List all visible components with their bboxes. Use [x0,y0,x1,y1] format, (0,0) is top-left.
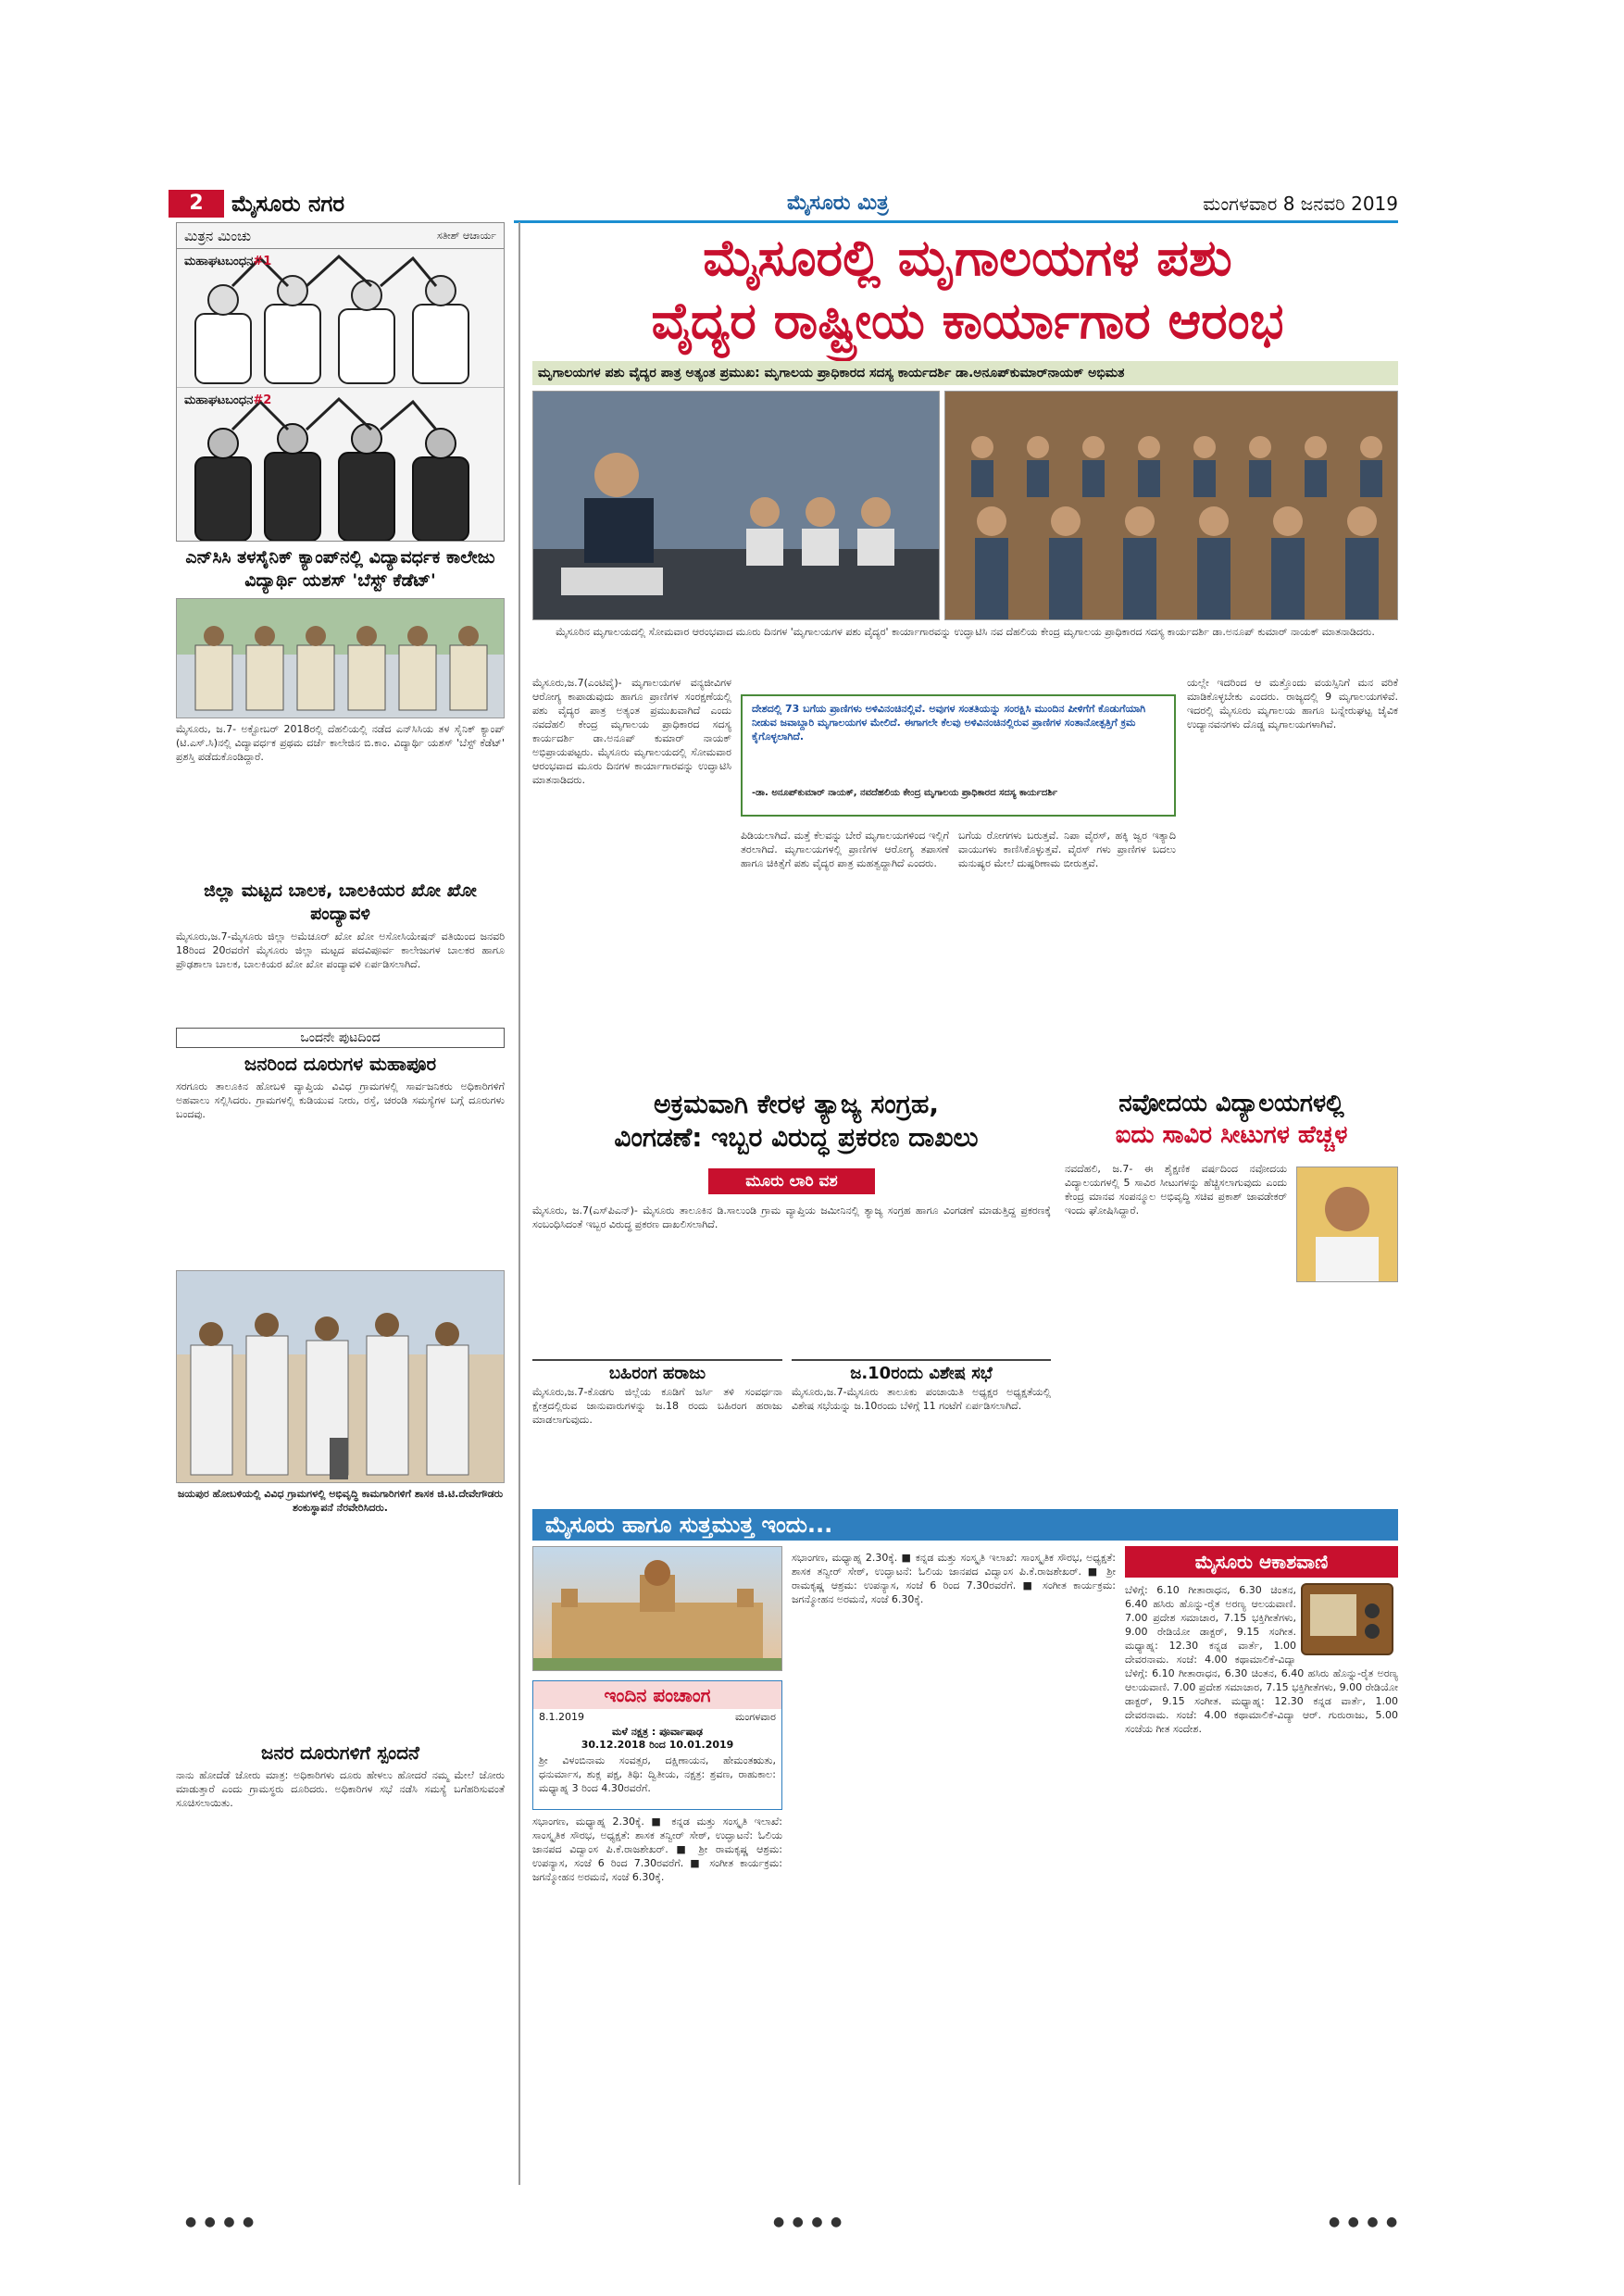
kerala-tag: ಮೂರು ಲಾರಿ ವಶ [708,1168,875,1194]
pull-quote-author: -ಡಾ. ಅನೂಪ್‌ಕುಮಾರ್ ನಾಯಕ್, ನವದೆಹಲಿಯ ಕೇಂದ್ರ ಮೃಗಾಲಯ ಪ್ರಾಧಿಕಾರದ ಸದಸ್ಯ ಕಾರ್ಯದರ್ಶಿ [752,788,1057,798]
ncc-story [176,546,505,861]
issue-date: ಮಂಗಳವಾರ 8 ಜನವರಿ 2019 [1203,193,1398,215]
continued-headline: ಜನರಿಂದ ದೂರುಗಳ ಮಹಾಪೂರ [244,1053,437,1075]
akashavani-body: ಬೆಳಿಗ್ಗೆ: 6.10 ಗೀತಾರಾಧನ, 6.30 ಚಿಂತನ, 6.40 ಹಸಿರು ಹೊನ್ನು-ರೈತ ಅರಣ್ಯ ಆಲಯವಾಣಿ. 7.00 ಪ್ರದೇಶ ಸಮಾಚಾರ, 7.15 ಭಕ್ತಿಗೀತೆಗಳು, 9.00 ರೇಡಿಯೋ ಡಾಕ್ಟರ್, 9.15 ಸಂಗೀತ. ಮಧ್ಯಾಹ್ನ: 12.30 ಕನ್ನಡ ವಾರ್ತೆ, 1.00 ದೇವರನಾಮ. ಸಂಜೆ: 4.00 ಕಥಾಮಾಲಿಕೆ-ವಿದ್ಯಾ ಆರ್. ಗುರುರಾಜು, 5.00 ಸಂಜೆಯ ಗೀತ ಸಂದೇಶ. [1125,1667,1398,1735]
panchanga-body: ಶ್ರೀ ವಿಳಂಬಿನಾಮ ಸಂವತ್ಸರ, ದಕ್ಷಿಣಾಯನ, ಹೇಮಂತಋತು, ಧನುರ್ಮಾಸ, ಶುಕ್ಲ ಪಕ್ಷ, ತಿಥಿ: ದ್ವಿತೀಯ, ನಕ್ಷತ್ರ: ಶ್ರವಣ, ರಾಹುಕಾಲ: ಮಧ್ಯಾಹ್ನ 3 ರಿಂದ 4.30ರವರೆಗೆ. [539,1754,776,1794]
kho-headline: ಜಿಲ್ಲಾ ಮಟ್ಟದ ಬಾಲಕ, ಬಾಲಕಿಯರ ಖೋ ಖೋ ಪಂದ್ಯಾವಳಿ [204,880,477,924]
panchanga-box [532,1680,782,1810]
kerala-headline-line1: ಅಕ್ರಮವಾಗಿ ಕೇರಳ ತ್ಯಾಜ್ಯ ಸಂಗ್ರಹ, [654,1089,939,1119]
cartoon-panel-1-label [184,255,271,268]
main-headline-line2: ವೈದ್ಯರ ರಾಷ್ಟ್ರೀಯ ಕಾರ್ಯಾಗಾರ ಆರಂಭ [651,292,1284,350]
page-header [157,190,1398,219]
auction-headline: ಬಹಿರಂಗ ಹರಾಜು [532,1359,782,1385]
navodaya-body: ನವದೆಹಲಿ, ಜ.7- ಈ ಶೈಕ್ಷಣಿಕ ವರ್ಷದಿಂದ ನವೋದಯ ವಿದ್ಯಾಲಯಗಳಲ್ಲಿ 5 ಸಾವಿರ ಸೀಟುಗಳನ್ನು ಹೆಚ್ಚಿಸಲಾಗುವುದು ಎಂದು ಕೇಂದ್ರ ಮಾನವ ಸಂಪನ್ಮೂಲ ಅಭಿವೃದ್ಧಿ ಸಚಿವ ಪ್ರಕಾಶ್ ಜಾವಡೇಕರ್ ಇಂದು ಘೋಷಿಸಿದ್ದಾರೆ. [1065,1163,1287,1217]
akashavani-title: ಮೈಸೂರು ಆಕಾಶವಾಣಿ [1125,1546,1398,1578]
auction-body: ಮೈಸೂರು,ಜ.7-ಕೊಡಗು ಜಿಲ್ಲೆಯ ಕೂಡಿಗೆ ಜರ್ಸಿ ತಳಿ ಸಂವರ್ಧನಾ ಕ್ಷೇತ್ರದಲ್ಲಿರುವ ಜಾನುವಾರುಗಳನ್ನು ಜ.18 ರಂದು ಬಹಿರಂಗ ಹರಾಜು ಮಾಡಲಾಗುವುದು. [532,1386,782,1426]
main-col-4: ಯಲ್ಲೇ ಇದರಿಂದ ಆ ಮತ್ತೊಂದು ವಯಸ್ಸಿನಿಗೆ ಮನ ವರಿಕೆ ಮಾಡಿಕೊಳ್ಳಬೇಕು ಎಂದರು. ರಾಜ್ಯದಲ್ಲಿ 9 ಮೃಗಾಲಯಗಳಿವೆ. ಇದರಲ್ಲಿ ಮೈಸೂರು ಮೃಗಾಲಯ ಹಾಗೂ ಬನ್ನೇರುಘಟ್ಟ ಜೈವಿಕ ಉದ್ಯಾನವನಗಳು ದೊಡ್ಡ ಮೃಗಾಲಯಗಳಾಗಿವೆ. [1187,677,1398,730]
kho-story [176,880,505,1004]
panchanga-title: ಇಂದಿನ ಪಂಚಾಂಗ [533,1681,781,1709]
continued-photo [176,1270,505,1483]
cartoon-panel-1 [177,249,504,388]
minister-photo [1296,1167,1398,1282]
panchanga-range: 30.12.2018 ರಿಂದ 10.01.2019 [581,1739,734,1751]
registration-marks-left: ● ● ● ● [185,2215,256,2229]
panchanga-day: ಮಂಗಳವಾರ [734,1711,776,1723]
page-number-badge [169,190,224,218]
ncc-photo [176,598,505,718]
main-headline [537,227,1398,353]
ncc-headline: ಎನ್‌ಸಿಸಿ ತಳಸೈನಿಕ್ ಕ್ಯಾಂಪ್‌ನಲ್ಲಿ ವಿದ್ಯಾವರ್ಧಕ ಕಾಲೇಜು ವಿದ್ಯಾರ್ಥಿ ಯಶಸ್ 'ಬೆಸ್ಟ್ ಕೆಡೆಟ್' [185,547,495,591]
page-number: 2 [189,192,204,215]
speaker-scene [533,392,939,619]
pull-quote [741,694,1176,817]
today-events-col2: ಸಭಾಂಗಣ, ಮಧ್ಯಾಹ್ನ 2.30ಕ್ಕೆ. ■ ಕನ್ನಡ ಮತ್ತು ಸಂಸ್ಕೃತಿ ಇಲಾಖೆ: ಸಾಂಸ್ಕೃತಿಕ ಸೌರಭ, ಅಧ್ಯಕ್ಷತೆ: ಶಾಸಕ ತನ್ವೀರ್ ಸೇಠ್, ಉದ್ಘಾಟನೆ: ಓಲಿಯ ಜಾನಪದ ವಿದ್ವಾಂಸ ಪಿ.ಕೆ.ರಾಜಶೇಖರ್. ■ ಶ್ರೀ ರಾಮಕೃಷ್ಣ ಆಶ್ರಮ: ಉಪನ್ಯಾಸ, ಸಂಜೆ 6 ರಿಂದ 7.30ರವರೆಗೆ. ■ ಸಂಗೀತ ಕಾರ್ಯಕ್ರಮ: ಜಗನ್ಮೋಹನ ಅರಮನೆ, ಸಂಜೆ 6.30ಕ್ಕೆ. [792,1552,1116,1605]
panchanga-date: 8.1.2019 [539,1711,584,1723]
palace-photo [532,1546,782,1671]
continued-box-label: ಒಂದನೇ ಪುಟದಿಂದ [176,1028,505,1048]
registration-marks-right: ● ● ● ● [1329,2215,1400,2229]
today-events-col1: ಸಭಾಂಗಣ, ಮಧ್ಯಾಹ್ನ 2.30ಕ್ಕೆ. ■ ಕನ್ನಡ ಮತ್ತು ಸಂಸ್ಕೃತಿ ಇಲಾಖೆ: ಸಾಂಸ್ಕೃತಿಕ ಸೌರಭ, ಅಧ್ಯಕ್ಷತೆ: ಶಾಸಕ ತನ್ವೀರ್ ಸೇಠ್, ಉದ್ಘಾಟನೆ: ಓಲಿಯ ಜಾನಪದ ವಿದ್ವಾಂಸ ಪಿ.ಕೆ.ರಾಜಶೇಖರ್. ■ ಶ್ರೀ ರಾಮಕೃಷ್ಣ ಆಶ್ರಮ: ಉಪನ್ಯಾಸ, ಸಂಜೆ 6 ರಿಂದ 7.30ರವರೆಗೆ. ■ ಸಂಗೀತ ಕಾರ್ಯಕ್ರಮ: ಜಗನ್ಮೋಹನ ಅರಮನೆ, ಸಂಜೆ 6.30ಕ್ಕೆ. [532,1816,782,1883]
main-photo-audience [944,391,1398,620]
main-headline-line1: ಮೈಸೂರಲ್ಲಿ ಮೃಗಾಲಯಗಳ ಪಶು [703,229,1232,287]
panchanga-date-row [533,1709,781,1726]
kerala-headline [537,1088,1056,1154]
cartoon-drawing-1 [177,249,504,388]
main-photo-speaker [532,391,940,620]
continued-photo-caption: ಜಯಪುರ ಹೋಬಳಿಯಲ್ಲಿ ವಿವಿಧ ಗ್ರಾಮಗಳಲ್ಲಿ ಅಭಿವೃದ್ಧಿ ಕಾಮಗಾರಿಗಳಿಗೆ ಶಾಸಕ ಜಿ.ಟಿ.ದೇವೇಗೌಡರು ಶಂಕುಸ್ಥಾಪನೆ ನೆರವೇರಿಸಿದರು. [177,1488,504,1514]
main-col-3: ಬಗೆಯ ರೋಗಗಳು ಬರುತ್ತವೆ. ನಿಪಾ ವೈರಸ್, ಹಕ್ಕಿ ಜ್ವರ ಇತ್ಯಾದಿ ವಾಯುಗಳು ಕಾಣಿಸಿಕೊಳ್ಳುತ್ತವೆ. ವೈರಸ್ ಗಳು ಪ್ರಾಣಿಗಳ ಬದಲು ಮನುಷ್ಯರ ಮೇಲೆ ದುಷ್ಪರಿಣಾಮ ಬೀರುತ್ತವೆ. [958,830,1176,869]
column-divider [518,222,520,2185]
meeting-body: ಮೈಸೂರು,ಜ.7-ಮೈಸೂರು ತಾಲೂಕು ಪಂಚಾಯಿತಿ ಅಧ್ಯಕ್ಷರ ಅಧ್ಯಕ್ಷತೆಯಲ್ಲಿ ವಿಶೇಷ ಸಭೆಯನ್ನು ಜ.10ರಂದು ಬೆಳಿಗ್ಗೆ 11 ಗಂಟೆಗೆ ಏರ್ಪಡಿಸಲಾಗಿದೆ. [792,1386,1051,1412]
main-photo-caption: ಮೈಸೂರಿನ ಮೃಗಾಲಯದಲ್ಲಿ ಸೋಮವಾರ ಆರಂಭವಾದ ಮೂರು ದಿನಗಳ 'ಮೃಗಾಲಯಗಳ ಪಶು ವೈದ್ಯರ' ಕಾರ್ಯಾಗಾರವನ್ನು ಉದ್ಘಾಟಿಸಿ ನವ ದೆಹಲಿಯ ಕೇಂದ್ರ ಮೃಗಾಲಯ ಪ್ರಾಧಿಕಾರದ ಸದಸ್ಯ ಕಾರ್ಯದರ್ಶಿ ಡಾ.ಅನೂಪ್ ಕುಮಾರ್ ನಾಯಕ್ ಮಾತನಾಡಿದರು. [556,626,1375,638]
cartoon-byline: ಸತೀಶ್ ಆಚಾರ್ಯ [436,230,496,242]
cartoon-panel-1-num: #1 [253,255,272,268]
minister-portrait [1297,1167,1397,1281]
akashavani-body-top: ಬೆಳಿಗ್ಗೆ: 6.10 ಗೀತಾರಾಧನ, 6.30 ಚಿಂತನ, 6.40 ಹಸಿರು ಹೊನ್ನು-ರೈತ ಅರಣ್ಯ ಆಲಯವಾಣಿ. 7.00 ಪ್ರದೇಶ ಸಮಾಚಾರ, 7.15 ಭಕ್ತಿಗೀತೆಗಳು, 9.00 ರೇಡಿಯೋ ಡಾಕ್ಟರ್, 9.15 ಸಂಗೀತ. ಮಧ್ಯಾಹ್ನ: 12.30 ಕನ್ನಡ ವಾರ್ತೆ, 1.00 ದೇವರನಾಮ. ಸಂಜೆ: 4.00 ಕಥಾಮಾಲಿಕೆ-ವಿದ್ಯಾ [1125,1584,1296,1666]
cartoon-title: ಮಿತ್ರನ ಮಿಂಚು [184,228,252,244]
masthead: ಮೈಸೂರು ಮಿತ್ರ [787,192,889,215]
main-subhead: ಮೃಗಾಲಯಗಳ ಪಶು ವೈದ್ಯರ ಪಾತ್ರ ಅತ್ಯಂತ ಪ್ರಮುಖ: ಮೃಗಾಲಯ ಪ್ರಾಧಿಕಾರದ ಸದಸ್ಯ ಕಾರ್ಯದರ್ಶಿ ಡಾ.ಅನೂಪ್‌ಕುಮಾರ್‌ನಾಯಕ್ ಅಭಿಮತ [532,361,1398,385]
kho-body: ಮೈಸೂರು,ಜ.7-ಮೈಸೂರು ಜಿಲ್ಲಾ ಅಮೆಚೂರ್ ಖೋ ಖೋ ಅಸೋಸಿಯೇಷನ್ ವತಿಯಿಂದ ಜನವರಿ 18ರಿಂದ 20ರವರೆಗೆ ಮೈಸೂರು ಜಿಲ್ಲಾ ಮಟ್ಟದ ಪದವಿಪೂರ್ವ ಕಾಲೇಜುಗಳ ಬಾಲಕರ ಹಾಗೂ ಪ್ರೌಢಶಾಲಾ ಬಾಲಕ, ಬಾಲಕಿಯರ ಖೋ ಖೋ ಪಂದ್ಯಾವಳಿ ಏರ್ಪಡಿಸಲಾಗಿದೆ. [176,930,505,970]
response-story [176,1741,505,2166]
continued-story [176,1028,505,1515]
response-headline: ಜನರ ದೂರುಗಳಿಗೆ ಸ್ಪಂದನೆ [261,1741,419,1764]
ncc-body: ಮೈಸೂರು, ಜ.7- ಅಕ್ಟೋಬರ್ 2018ರಲ್ಲಿ ದೆಹಲಿಯಲ್ಲಿ ನಡೆದ ಎನ್‌ಸಿಸಿಯ ತಳ ಸೈನಿಕ್ ಕ್ಯಾಂಪ್ (ಟಿ.ಎಸ್.ಸಿ)ನಲ್ಲಿ ವಿದ್ಯಾವರ್ಧಕ ಪ್ರಥಮ ದರ್ಜೆ ಕಾಲೇಜಿನ ಬಿ.ಕಾಂ. ವಿದ್ಯಾರ್ಥಿ ಯಶಸ್ 'ಬೆಸ್ಟ್ ಕೆಡೆಟ್' ಪ್ರಶಸ್ತಿ ಪಡೆದುಕೊಂಡಿದ್ದಾರೆ. [176,723,505,763]
continued-body: ಸರಗೂರು ತಾಲೂಕಿನ ಹೋಬಳಿ ವ್ಯಾಪ್ತಿಯ ವಿವಿಧ ಗ್ರಾಮಗಳಲ್ಲಿ ಸಾರ್ವಜನಿಕರು ಅಧಿಕಾರಿಗಳಿಗೆ ಅಹವಾಲು ಸಲ್ಲಿಸಿದರು. ಗ್ರಾಮಗಳಲ್ಲಿ ಕುಡಿಯುವ ನೀರು, ರಸ್ತೆ, ಚರಂಡಿ ಸಮಸ್ಯೆಗಳ ಬಗ್ಗೆ ದೂರುಗಳು ಬಂದವು. [176,1080,505,1120]
cartoon-header [177,223,504,249]
cartoon-panel-1-text: ಮಹಾಘಟಬಂಧನ [184,255,254,268]
cartoon-panel-2-label [184,393,271,407]
cartoon-drawing-2 [177,388,504,541]
main-col-1: ಮೈಸೂರು,ಜ.7(ಎಂಟಿವೈ)- ಮೃಗಾಲಯಗಳ ವನ್ಯಜೀವಿಗಳ ಆರೋಗ್ಯ ಕಾಪಾಡುವುದು ಹಾಗೂ ಪ್ರಾಣಿಗಳ ಸಂರಕ್ಷಣೆಯಲ್ಲಿ ಪಶು ವೈದ್ಯರ ಪಾತ್ರ ಅತ್ಯಂತ ಪ್ರಮುಖವಾಗಿದೆ ಎಂದು ನವದೆಹಲಿ ಕೇಂದ್ರ ಮೃಗಾಲಯ ಪ್ರಾಧಿಕಾರದ ಸದಸ್ಯ ಕಾರ್ಯದರ್ಶಿ ಡಾ.ಅನೂಪ್ ಕುಮಾರ್ ನಾಯಕ್ ಅಭಿಪ್ರಾಯಪಟ್ಟರು. ಮೈಸೂರು ಮೃಗಾಲಯದಲ್ಲಿ ಸೋಮವಾರ ಆರಂಭವಾದ ಮೂರು ದಿನಗಳ ಕಾರ್ಯಾಗಾರವನ್ನು ಉದ್ಘಾಟಿಸಿ ಮಾತನಾಡಿದರು. [532,677,731,786]
cartoon-panel-2-text: ಮಹಾಘಟಬಂಧನ [184,393,254,407]
navodaya-headline [1065,1088,1398,1151]
response-body: ನಾನು ಹೋದೆಡೆ ಜೋರು ಮಾತ್ರ: ಅಧಿಕಾರಿಗಳು ದೂರು ಹೇಳಲು ಹೋದರೆ ನಮ್ಮ ಮೇಲೆ ಜೋರು ಮಾಡುತ್ತಾರೆ ಎಂದು ಗ್ರಾಮಸ್ಥರು ದೂರಿದರು. ಅಧಿಕಾರಿಗಳ ಸಭೆ ನಡೆಸಿ ಸಮಸ್ಯೆ ಬಗೆಹರಿಸುವಂತೆ ಸೂಚಿಸಲಾಯಿತು. [176,1769,505,1809]
navodaya-headline-line1: ನವೋದಯ ವಿದ್ಯಾಲಯಗಳಲ್ಲಿ [1118,1090,1344,1117]
audience-scene [945,392,1397,619]
ceremony-figures [177,1271,504,1482]
cartoon-box [176,222,505,542]
meeting-headline: ಜ.10ರಂದು ವಿಶೇಷ ಸಭೆ [792,1359,1051,1385]
radio-drawing [1303,1585,1392,1653]
cartoon-panel-2-num: #2 [253,393,272,407]
header-rule [514,220,1398,223]
radio-icon [1301,1583,1393,1655]
kerala-body: ಮೈಸೂರು, ಜ.7(ಎಸ್‌ಪಿಎನ್)- ಮೈಸೂರು ತಾಲೂಕಿನ ಡಿ.ಸಾಲುಂಡಿ ಗ್ರಾಮ ವ್ಯಾಪ್ತಿಯ ಜಮೀನಿನಲ್ಲಿ ತ್ಯಾಜ್ಯ ಸಂಗ್ರಹ ಹಾಗೂ ವಿಂಗಡಣೆ ಮಾಡುತ್ತಿದ್ದ ಪ್ರಕರಣಕ್ಕೆ ಸಂಬಂಧಿಸಿದಂತೆ ಇಬ್ಬರ ವಿರುದ್ಧ ಪ್ರಕರಣ ದಾಖಲಿಸಲಾಗಿದೆ. [532,1204,1051,1230]
pull-quote-text: ದೇಶದಲ್ಲಿ 73 ಬಗೆಯ ಪ್ರಾಣಿಗಳು ಅಳಿವಿನಂಚಿನಲ್ಲಿವೆ. ಅವುಗಳ ಸಂತತಿಯನ್ನು ಸಂರಕ್ಷಿಸಿ ಮುಂದಿನ ಪೀಳಿಗೆಗೆ ಕೊಡುಗೆಯಾಗಿ ನೀಡುವ ಜವಾಬ್ದಾರಿ ಮೃಗಾಲಯಗಳ ಮೇಲಿದೆ. ಈಗಾಗಲೇ ಕೆಲವು ಅಳಿವಿನಂಚಿನಲ್ಲಿರುವ ಪ್ರಾಣಿಗಳ ಸಂತಾನೋತ್ಪತ್ತಿಗೆ ಕ್ರಮ ಕೈಗೊಳ್ಳಲಾಗಿದೆ. [752,703,1146,742]
kerala-headline-line2: ವಿಂಗಡಣೆ: ಇಬ್ಬರ ವಿರುದ್ಧ ಪ್ರಕರಣ ದಾಖಲು [614,1122,979,1153]
ncc-group-figures [177,599,504,718]
navodaya-headline-line2: ಐದು ಸಾವಿರ ಸೀಟುಗಳ ಹೆಚ್ಚಳ [1115,1121,1348,1149]
cartoon-panel-2 [177,388,504,541]
section-title: ಮೈಸೂರು ನಗರ [231,191,345,217]
registration-marks-center: ● ● ● ● [773,2215,844,2229]
palace-illustration [533,1547,781,1670]
main-col-2: ಪಿಡಿಯಲಾಗಿದೆ. ಮತ್ತೆ ಕೆಲವನ್ನು ಬೇರೆ ಮೃಗಾಲಯಗಳಿಂದ ಇಲ್ಲಿಗೆ ತರಲಾಗಿದೆ. ಮೃಗಾಲಯಗಳಲ್ಲಿ ಪ್ರಾಣಿಗಳ ಆರೋಗ್ಯ ತಪಾಸಣೆ ಹಾಗೂ ಚಿಕಿತ್ಸೆಗೆ ಪಶು ವೈದ್ಯರ ಪಾತ್ರ ಮಹತ್ವದ್ದಾಗಿದೆ ಎಂದರು. [741,830,949,869]
today-banner: ಮೈಸೂರು ಹಾಗೂ ಸುತ್ತಮುತ್ತ ಇಂದು... [532,1509,1398,1541]
panchanga-nakshatra: ಮಳೆ ನಕ್ಷತ್ರ : ಪೂರ್ವಾಷಾಢ [612,1726,703,1738]
